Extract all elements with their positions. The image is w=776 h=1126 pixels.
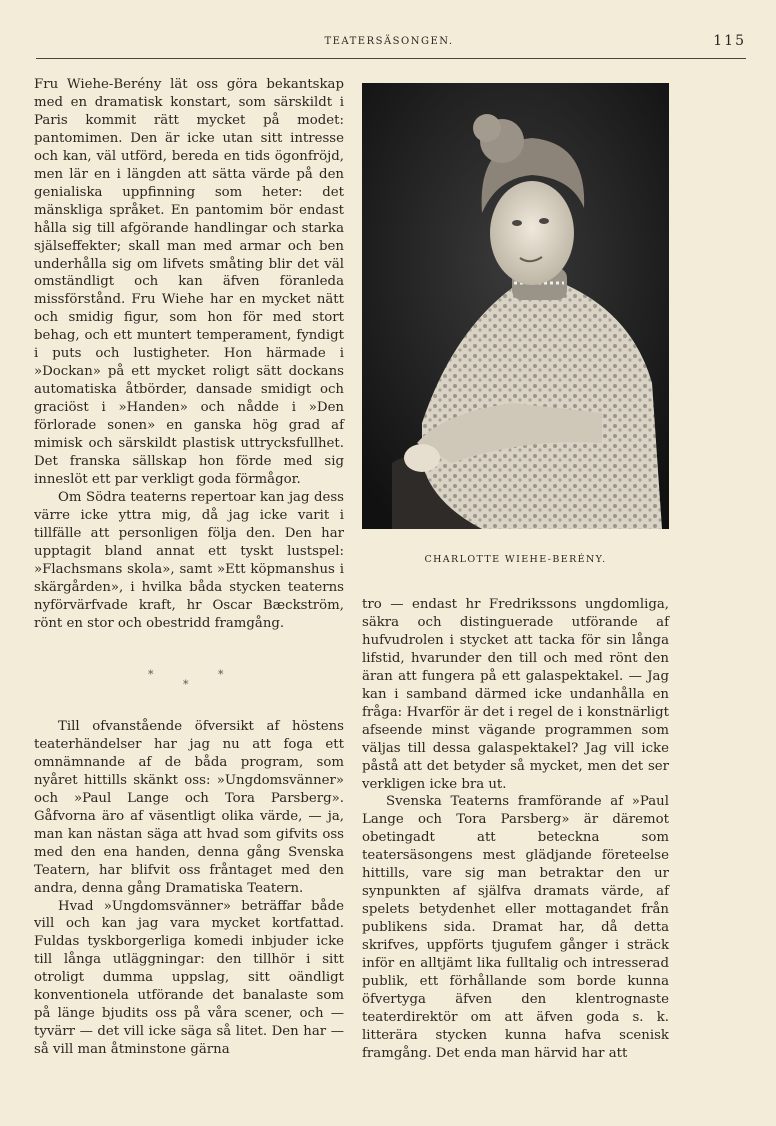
figure-caption: CHARLOTTE WIEHE-BERÉNY. [424,554,607,565]
paragraph: Om Södra teaterns repertoar kan jag dess värre icke yttra mig, då jag icke varit i tillfälle att personligen följa den. Den har upptagit bland annat ett tyskt lustspel: »Flachsmans skola», samt »Ett köpmanshus i skärgården», i hvilka båda stycken teaterns nyförvärfvade kraft, hr Oscar Bæckström, rönt en stor och obestridd framgång. [34,489,344,631]
left-column-bottom [34,718,344,1059]
asterisk: * [218,668,224,681]
paragraph: Svenska Teaterns framförande af »Paul Lange och Tora Parsberg» är däremot obetingadt att beteckna som teatersäsongens mest glädjande företeelse hittills, vare sig man betraktar den ur synpunkten af själfva dramats värde, af spelets betydenhet eller mottagandet från publikens sida. Dramat har, då detta skrifves, uppförts tjugufem gånger i sträck inför en alltjämt lika fulltalig och intresserad publik, ett förhållande som borde kunna öfvertyga äfven den klentrognaste teaterdirektör om att äfven goda s. k. litterära stycken kunna hafva scenisk framgång. Det enda man härvid har att [362,794,669,1061]
header-rule [36,58,746,59]
paragraph: Till ofvanstående öfversikt af höstens teaterhändelser har jag nu att foga ett omnämnande af de båda program, som nyåret hittills skänkt oss: »Ungdomsvänner» och »Paul Lange och Tora Parsberg». Gåfvorna äro af väsentligt olika värde, — ja, man kan nästan säga att hvad som gifvits oss med den ena handen, denna gång Svenska Teatern, har blifvit oss fråntaget med den andra, denna gång Dramatiska Teatern. [34,719,344,896]
asterisk: * [183,678,189,691]
running-title: TEATERSÄSONGEN. [324,36,454,47]
left-column-top [34,76,344,633]
paragraph: Fru Wiehe-Berény lät oss göra bekantskap med en dramatisk konstart, som särskildt i Paris kommit rätt mycket på modet: pantomimen. Den är icke utan sitt intresse och kan, väl utförd, bereda en tids ögonfröjd, men lär en i längden att sätta värde på den genialiska uppfinning som heter: det mänskliga språket. En pantomim bör endast hålla sig till afgörande handlingar och starka själseffekter; skall man med armar och ben underhålla sig om lifvets småting blir det väl omständligt och kan äfven föranleda missförstånd. Fru Wiehe har en mycket nätt och smidig figur, som hon för med stort behag, och ett muntert temperament, fyndigt i puts och lustigheter. Hon härmade i »Dockan» på ett mycket roligt sätt dockans automatiska åtbörder, dansade smidigt och graciöst i »Handen» och nådde i »Den förlorade sonen» en ganska hög grad af mimisk och särskildt plastisk uttrycksfullhet. Det franska sällskap hon förde med sig inneslöt ett par verkligt goda förmågor. [34,77,344,487]
page-number: 115 [713,33,746,49]
section-break [120,664,260,694]
right-column [362,596,669,1063]
portrait-photo [362,83,669,529]
portrait-illustration [362,83,669,529]
paragraph: tro — endast hr Fredrikssons ungdomliga, säkra och distinguerade utförande af hufvudrolen i stycket att tacka för sin långa lifstid, hvarunder den till och med rönt den äran att fungera på ett galaspektakel. — Jag kan i samband därmed icke undanhålla en fråga: Hvarför är det i regel de i konstnärligt afseende minst vägande programmen som väljas till dessa galaspektakel? Jag vill icke påstå att det betyder så mycket, men det ser verkligen icke bra ut. [362,597,669,792]
paragraph: Hvad »Ungdomsvänner» beträffar både vill och kan jag vara mycket kortfattad. Fuldas tyskborgerliga komedi inbjuder icke till långa utläggningar: den tillhör i sitt otroligt dumma uppslag, sitt oändligt konventionela utförande det banalaste som på länge bjudits oss på våra scener, och — tyvärr — det vill icke säga så litet. Den har — så vill man åtminstone gärna [34,898,344,1058]
page-header [32,33,746,54]
asterisk: * [148,668,154,681]
